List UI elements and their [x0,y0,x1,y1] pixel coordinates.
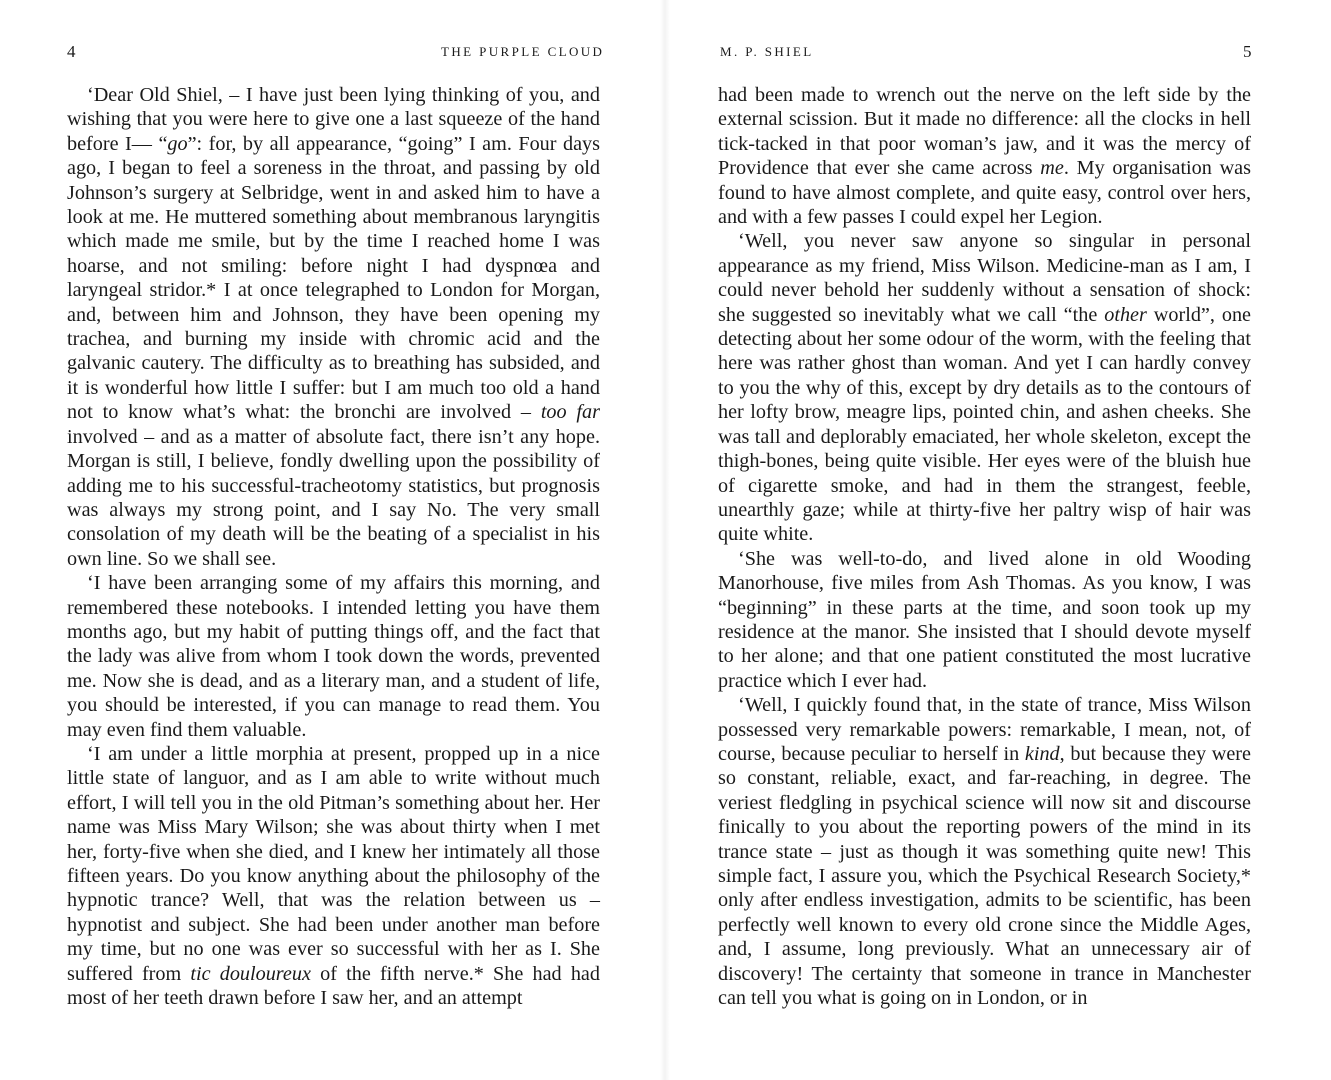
italic-text: go [167,132,188,155]
italic-text: too far [540,401,600,424]
text-run: ‘I am under a little morphia at present, propped up in a nice little state of languor, and as I am able to write without much effort, I will tell you in the old Pitman’s something about her. Her name was Miss Mary Wilson; she was about thirty when I met her, forty-five when she died, and I knew her intimately all those fifteen years. Do you know anything about the philosophy of the hypnotic trance? Well, that was the relation between us – hypnotist and subject. She had been under another man before my time, but no one was ever so successful with her as I. She suffered from [67,742,600,985]
left-page [0,0,660,1080]
text-run: ‘Dear Old Shiel, – I have just been lying thinking of you, and wishing that you were here to give one a last squeeze of the hand before I— “ [67,84,600,155]
text-run: ‘Well, I quickly found that, in the state of trance, Miss Wilson possessed very remarkable powers: remarkable, I mean, not, of course, because peculiar to herself in [718,694,1251,765]
body-text [718,83,1251,1010]
italic-text: tic douloureux [190,962,311,985]
paragraph [718,547,1251,693]
paragraph [67,742,600,1010]
book-gutter [660,0,670,1080]
italic-text: kind [1024,742,1060,765]
paragraph [718,229,1251,546]
text-run: ‘Well, you never saw anyone so singular in personal appearance as my friend, Miss Wilson. Medicine-man as I am, I could never behold her suddenly without a sensation of shock: she suggested so inevitably what we call “the [718,230,1251,326]
text-run: ‘I have been arranging some of my affairs this morning, and remembered these notebooks. I intended letting you have them months ago, but my habit of putting things off, and the fact that the lady was alive from whom I took down the words, prevented me. Now she is dead, and as a literary man, and a student of life, you should be interested, if you can manage to read them. You may even find them valuable. [67,572,600,741]
text-run: , but because they were so constant, reliable, exact, and far-reaching, in degree. The veriest fledgling in psychical science will now sit and discourse finically to you about the reporting powers of the mind in its trance state – just as though it was something quite new! This simple fact, I assure you, which the Psychical Research Society,* only after endless investigation, admits to be scientific, has been perfectly well known to every old crone since the Middle Ages, and, I assume, long previously. What an unnecessary air of discovery! The certainty that someone in trance in Manchester can tell you what is going on in London, or in [718,742,1251,1010]
page-number: 4 [67,42,76,61]
body-text [67,83,600,1010]
text-run: ”: for, by all appearance, “going” I am. Four days ago, I began to feel a soreness in the throat, and passing by old Johnson’s surgery at Selbridge, went in and asked him to have a look at me. He muttered something about membranous laryngitis which made me smile, but by the time I reached home I was hoarse, and not smiling: before night I had dyspnœa and laryngeal stridor.* I at once telegraphed to London for Morgan, and, between him and Johnson, they have been opening my trachea, and burning my inside with chromic acid and the galvanic cautery. The difficulty as to breathing has subsided, and it is wonderful how little I suffer: but I am much too old a hand not to know what’s what: the bronchi are involved – [67,132,600,424]
text-run: ‘She was well-to-do, and lived alone in old Wooding Manorhouse, five miles from Ash Thomas. As you know, I was “beginning” in these parts at the time, and soon took up my residence at the manor. She insisted that I should devote myself to her alone; and that one patient constituted the most lucrative practice which I ever had. [718,547,1251,692]
paragraph [67,83,600,571]
paragraph [718,83,1251,229]
italic-text: other [1104,303,1147,326]
paragraph [718,693,1251,1010]
text-run: of the fifth nerve.* She had had most of her teeth drawn before I saw her, and an attempt [67,962,600,1010]
page-number: 5 [1243,42,1252,61]
right-page [670,0,1331,1080]
italic-text: me [1040,157,1064,180]
text-run: . My organisation was found to have almost complete, and quite easy, control over hers, and with a few passes I could expel her Legion. [718,157,1251,229]
text-run: had been made to wrench out the nerve on the left side by the external scission. But it made no difference: all the clocks in hell tick-tacked in that poor woman’s jaw, and it was the mercy of Providence that ever she came across [718,84,1251,180]
text-run: world”, one detecting about her some odour of the worm, with the feeling that here was rather ghost than woman. And yet I can hardly convey to you the why of this, except by dry details as to the contours of her lofty brow, meagre lips, pointed chin, and ashen cheeks. She was tall and deplorably emaciated, her whole skeleton, except the thigh-bones, being quite visible. Her eyes were of the bluish hue of cigarette smoke, and had in them the strangest, feeble, unearthly gaze; while at thirty-five her paltry wisp of hair was quite white. [718,303,1251,546]
running-head: M. P. SHIEL [720,44,814,59]
paragraph [67,571,600,742]
text-run: involved – and as a matter of absolute fact, there isn’t any hope. Morgan is still, I believe, fondly dwelling upon the possibility of adding me to his successful-tracheotomy statistics, but prognosis was always my strong point, and I say No. The very small consolation of my death will be the beating of a specialist in his own line. So we shall see. [67,425,600,570]
running-head: THE PURPLE CLOUD [441,44,605,59]
